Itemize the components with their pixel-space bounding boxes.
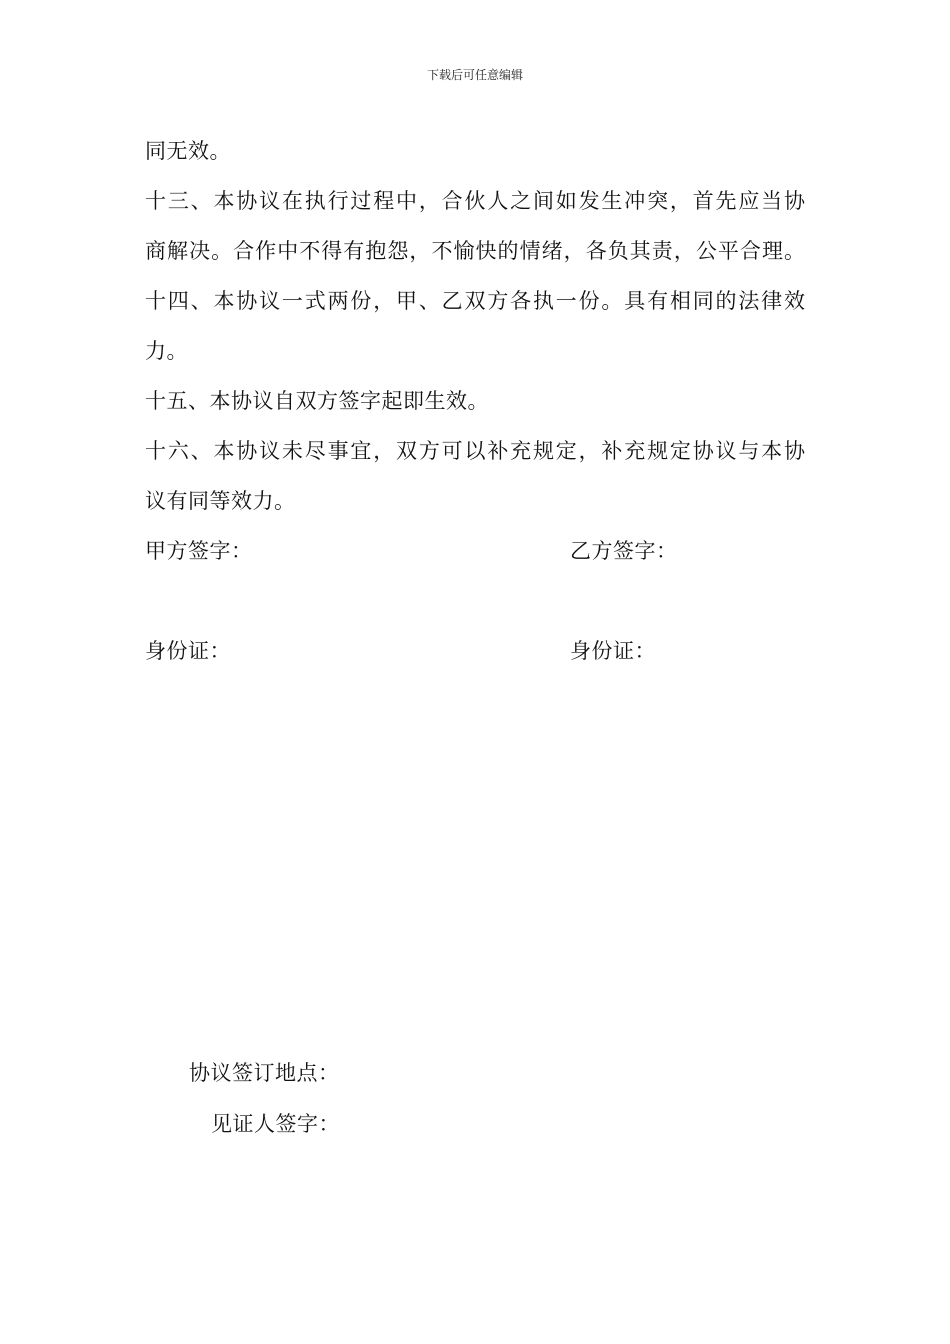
party-b-signature-label: 乙方签字： [570, 539, 678, 563]
party-b-id-label: 身份证： [570, 639, 656, 663]
clause-line: 同无效。 [145, 139, 231, 163]
clause-line: 商解决。合作中不得有抱怨，不愉快的情绪，各负其责，公平合理。 [145, 239, 805, 263]
witness-signature-label: 见证人签字： [211, 1112, 340, 1136]
signing-location-label: 协议签订地点： [189, 1061, 340, 1085]
clause-line: 议有同等效力。 [145, 489, 296, 513]
party-a-id-label: 身份证： [145, 639, 231, 663]
clause-line: 力。 [145, 339, 188, 363]
clause-line: 十四、本协议一式两份，甲、乙双方各执一份。具有相同的法律效 [145, 289, 805, 313]
clause-line: 十五、本协议自双方签字起即生效。 [145, 389, 489, 413]
clause-line: 十三、本协议在执行过程中，合伙人之间如发生冲突，首先应当协 [145, 189, 805, 213]
page-header-note: 下载后可任意编辑 [426, 68, 523, 82]
party-a-signature-label: 甲方签字： [145, 539, 253, 563]
clause-line: 十六、本协议未尽事宜，双方可以补充规定，补充规定协议与本协 [145, 439, 805, 463]
